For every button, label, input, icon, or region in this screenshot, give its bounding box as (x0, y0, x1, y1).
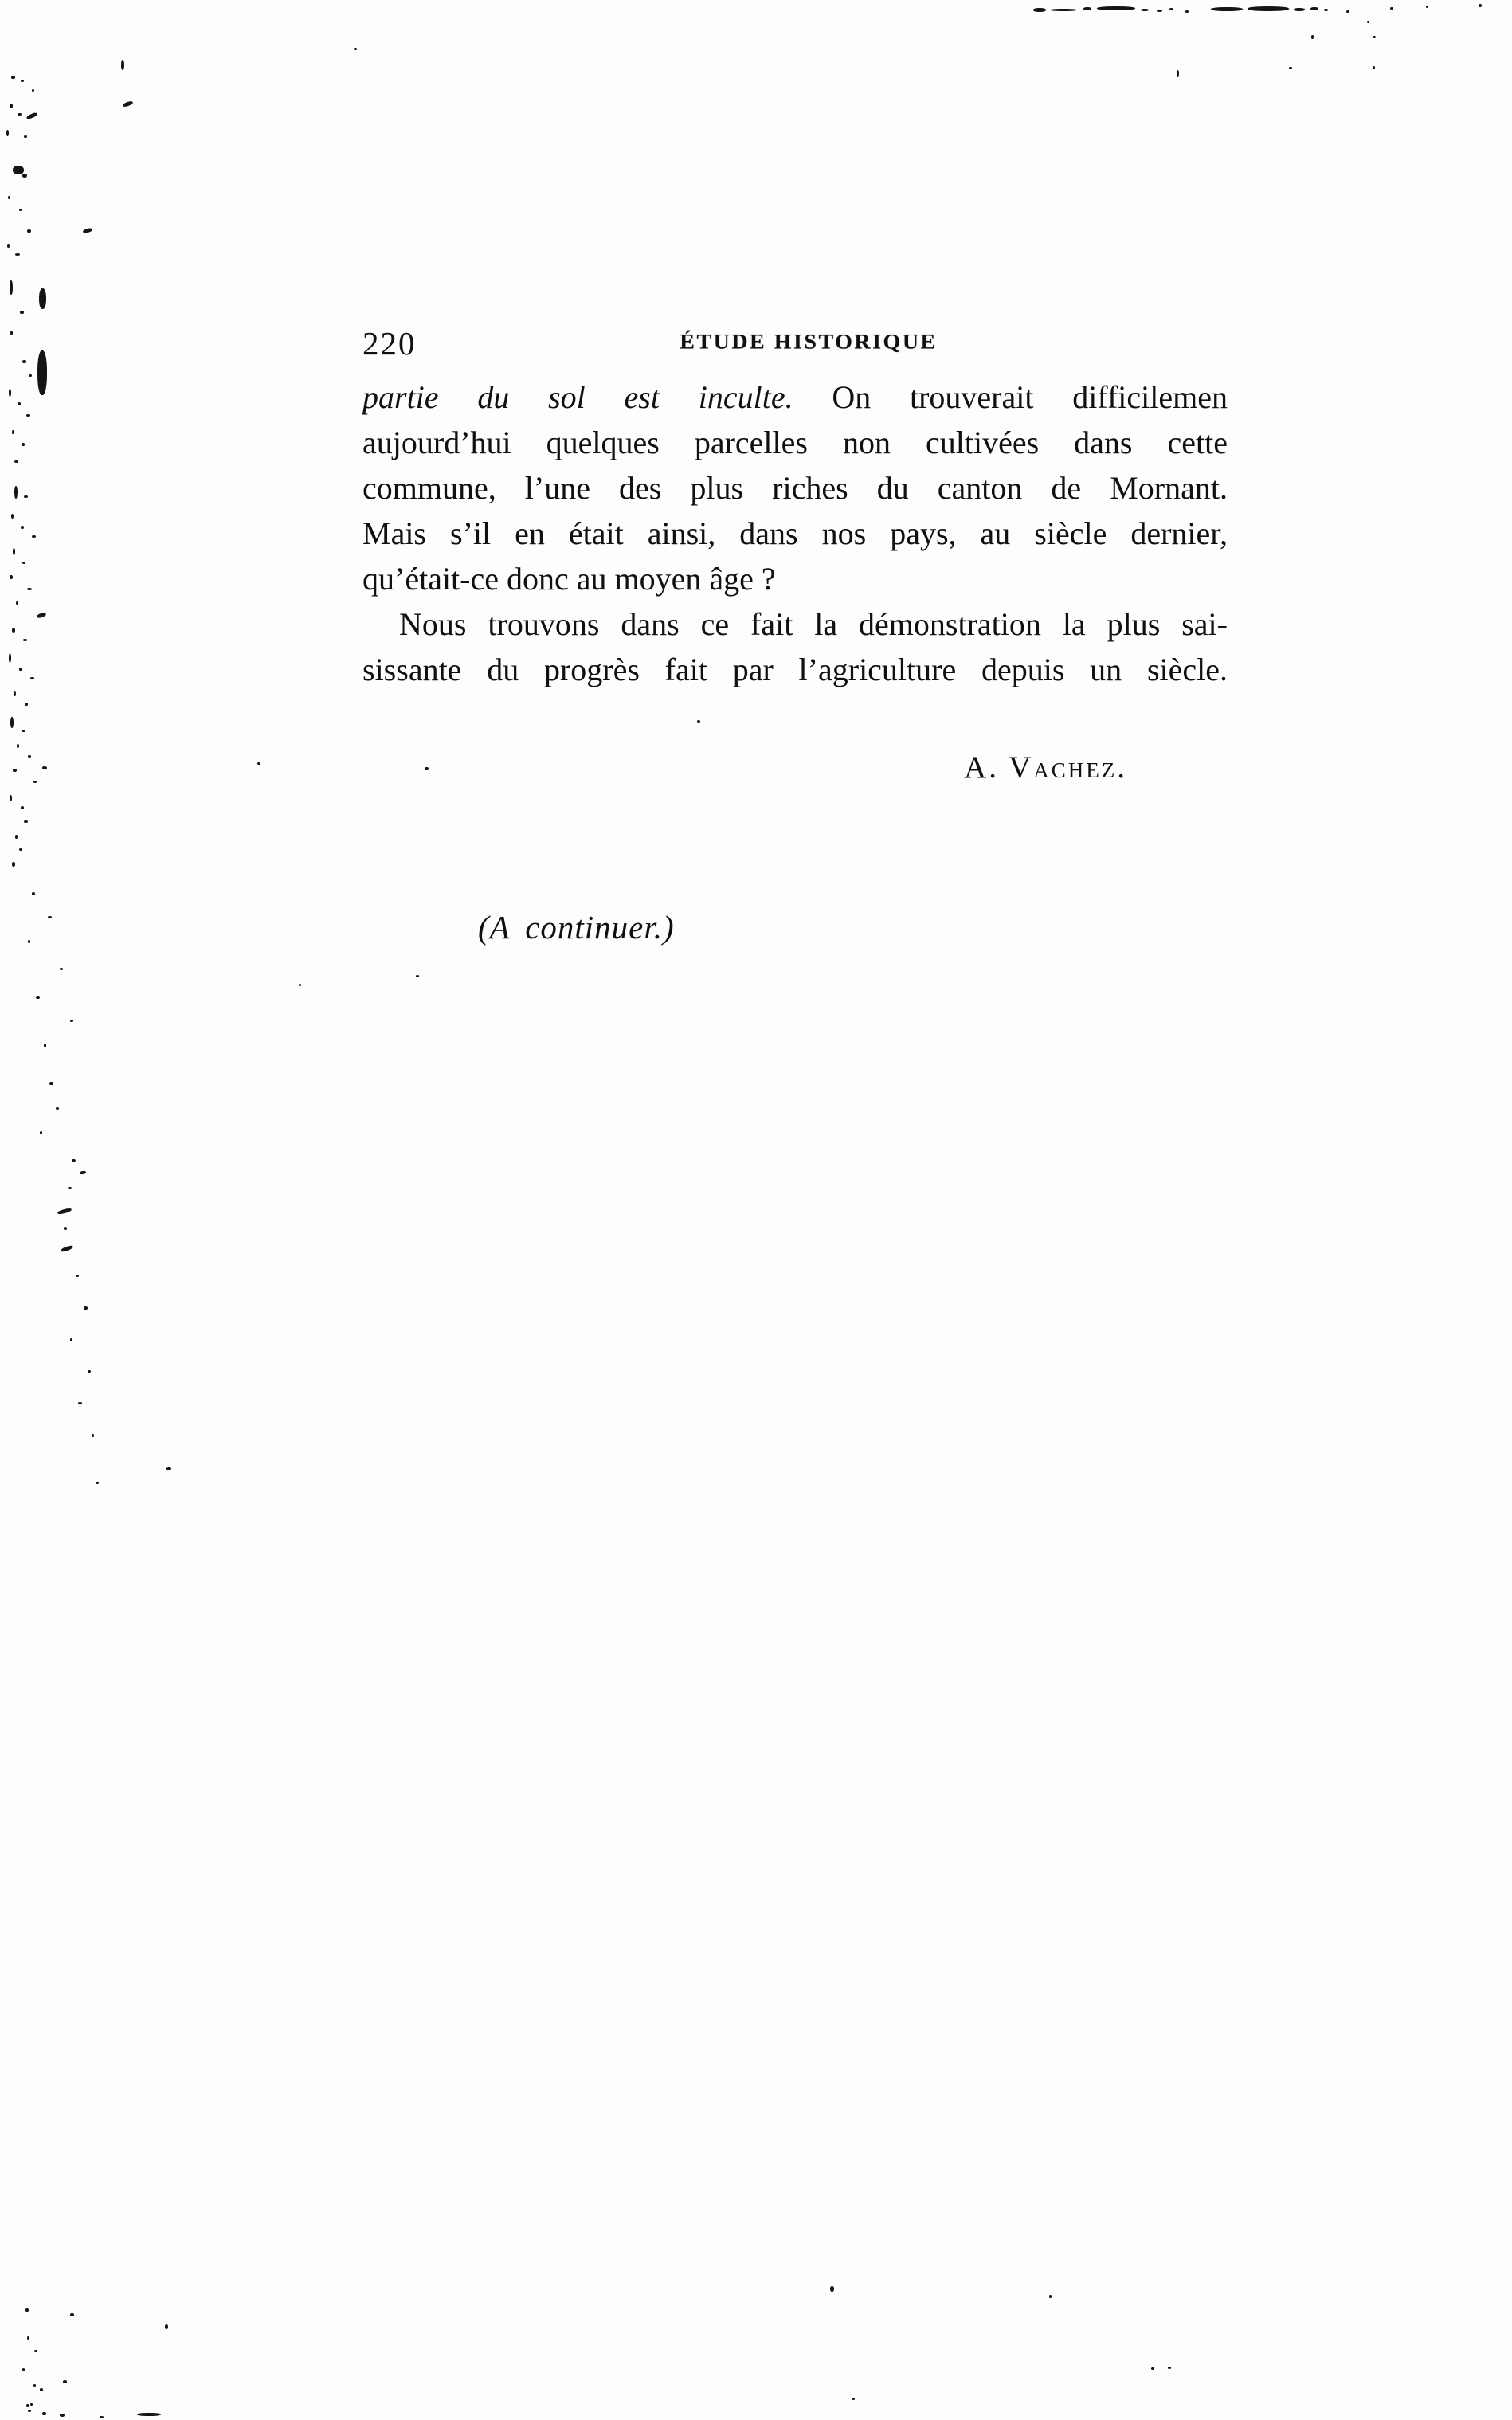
scan-speck (13, 548, 15, 555)
scan-speck (416, 975, 419, 977)
scan-speck (15, 253, 20, 256)
scan-speck (12, 862, 15, 867)
scan-speck (42, 766, 47, 769)
scan-speck (10, 717, 14, 728)
scan-speck (26, 414, 30, 417)
scan-speck (1141, 9, 1149, 11)
scan-speck (1248, 6, 1289, 11)
scan-speck (24, 135, 27, 138)
scan-speck (24, 820, 28, 823)
scan-speck (10, 575, 13, 579)
scan-speck (7, 244, 10, 248)
scan-speck (42, 2412, 46, 2415)
scan-speck (11, 76, 15, 79)
scan-speck (121, 60, 124, 70)
scan-speck (22, 443, 25, 446)
scan-speck (37, 350, 47, 395)
scan-speck (123, 100, 134, 108)
scan-speck (25, 703, 28, 706)
scan-speck (1033, 8, 1046, 12)
scan-speck (852, 2398, 855, 2400)
scan-speck (44, 1044, 46, 1047)
scan-speck (21, 806, 24, 809)
scan-speck (32, 892, 35, 895)
scan-speck (78, 1402, 82, 1404)
scan-speck (1049, 2295, 1052, 2298)
scan-speck (22, 562, 25, 564)
body-text (362, 374, 1228, 692)
scan-speck (70, 1020, 73, 1022)
scan-speck (1097, 6, 1135, 10)
scan-speck (36, 996, 40, 999)
scan-speck (48, 916, 52, 918)
scan-speck (1151, 2367, 1154, 2370)
scan-speck (1324, 9, 1328, 11)
scan-speck (39, 288, 46, 309)
scan-speck (13, 769, 17, 772)
paragraph-line: qu’était-ce donc au moyen âge ? (362, 561, 776, 597)
scan-speck (1289, 67, 1292, 69)
scan-speck (88, 1370, 91, 1373)
scan-speck (26, 112, 38, 119)
scan-speck (33, 781, 37, 783)
scan-speck (60, 968, 63, 970)
scan-speck (14, 691, 16, 696)
scan-speck (12, 430, 14, 434)
scan-speck (11, 514, 14, 519)
scan-speck (32, 89, 34, 92)
author-signature: A. Vachez. (964, 750, 1127, 785)
scan-speck (19, 668, 22, 671)
scan-speck (10, 795, 12, 801)
scan-speck (166, 1466, 172, 1470)
scan-speck (1367, 21, 1369, 23)
scan-speck (18, 402, 21, 405)
scan-speck (27, 229, 31, 233)
paragraph-line (362, 374, 1228, 420)
scan-speck (22, 2368, 25, 2371)
scan-speck (1169, 8, 1173, 10)
paragraph-line: commune, l’une des plus riches du canton de Mornant. (362, 470, 1228, 506)
scan-speck (17, 744, 19, 748)
scan-speck (14, 486, 18, 499)
scan-speck (40, 1131, 42, 1134)
scan-speck (1185, 10, 1189, 13)
scan-speck (34, 2350, 37, 2352)
scan-speck (15, 835, 18, 839)
paragraph-line-text: On trouverait difficilemen (832, 379, 1228, 415)
scan-speck (27, 2336, 29, 2340)
scan-speck (61, 1244, 74, 1252)
scan-speck (697, 720, 700, 723)
scan-speck (830, 2286, 834, 2292)
scan-speck (83, 228, 93, 234)
scan-speck (68, 1187, 72, 1189)
scan-speck (57, 1208, 72, 1215)
scan-speck (76, 1275, 79, 1277)
scan-speck (27, 588, 32, 590)
scan-speck (19, 209, 22, 211)
scan-speck (80, 1170, 87, 1174)
scan-speck (1177, 70, 1179, 77)
scan-speck (10, 104, 13, 108)
scan-speck (60, 2414, 65, 2417)
paragraph-line: Mais s’il en était ainsi, dans nos pays, au siècle dernier, (362, 515, 1228, 551)
scan-speck (22, 360, 26, 363)
scan-speck (16, 601, 18, 605)
scan-speck (1390, 7, 1393, 10)
scan-speck (96, 1482, 99, 1484)
scan-speck (70, 2313, 74, 2316)
scan-speck (28, 2410, 31, 2412)
scan-speck (13, 166, 24, 174)
scan-speck (19, 848, 22, 851)
scan-speck (6, 130, 9, 136)
scan-speck (26, 2404, 29, 2407)
scan-speck (9, 653, 11, 663)
scan-speck (165, 2324, 168, 2329)
scan-speck (22, 174, 27, 178)
scan-speck (21, 80, 24, 82)
scan-speck (22, 730, 25, 732)
scan-speck (28, 755, 31, 758)
scan-speck (70, 1338, 72, 1341)
scan-speck (1211, 7, 1243, 11)
scan-speck (12, 628, 15, 633)
scan-speck (10, 331, 13, 335)
scan-speck (1310, 7, 1318, 10)
scan-speck (1479, 4, 1482, 7)
continuation-note: (A continuer.) (478, 909, 675, 946)
scan-speck (33, 2384, 36, 2387)
scan-speck (84, 1306, 88, 1310)
scan-speck (1168, 2367, 1171, 2369)
paragraph-line: sissante du progrès fait par l’agriculture depuis un siècle. (362, 652, 1228, 687)
scan-speck (63, 2380, 67, 2383)
page-number: 220 (362, 325, 417, 362)
scan-speck (257, 762, 260, 765)
scan-speck (1157, 10, 1162, 12)
scan-speck (37, 612, 47, 618)
scan-speck (30, 2403, 33, 2406)
scan-speck (8, 196, 10, 199)
scan-speck (100, 2416, 104, 2418)
scan-speck (1373, 36, 1376, 38)
scan-speck (23, 639, 27, 641)
scan-speck (40, 2388, 43, 2391)
scan-speck (64, 1227, 67, 1230)
scan-speck (299, 984, 301, 986)
scan-speck (72, 1159, 76, 1162)
scan-speck (137, 2413, 161, 2416)
scan-speck (1294, 8, 1305, 11)
scan-speck (10, 280, 13, 295)
scan-speck (32, 535, 36, 538)
scan-speck (1311, 35, 1314, 39)
scan-speck (9, 389, 11, 397)
scan-speck (1346, 10, 1349, 13)
running-header: ÉTUDE HISTORIQUE (680, 330, 938, 354)
italic-lead-phrase: partie du sol est inculte. (362, 379, 793, 415)
scan-speck (92, 1434, 94, 1437)
paragraph-line: aujourd’hui quelques parcelles non cultivées dans cette (362, 425, 1228, 460)
scan-speck (14, 460, 18, 463)
scan-speck (18, 113, 22, 116)
page-header (362, 323, 1228, 362)
paragraph-line: Nous trouvons dans ce fait la démonstration la plus sai- (399, 606, 1228, 642)
scan-speck (49, 1082, 53, 1085)
scan-speck (1083, 7, 1091, 10)
scan-speck (354, 48, 357, 50)
scan-speck (20, 311, 24, 314)
scan-speck (28, 940, 30, 943)
scan-speck (1050, 9, 1077, 11)
scan-speck (21, 526, 24, 529)
scan-speck (30, 677, 34, 679)
scan-speck (56, 1107, 59, 1110)
scan-speck (24, 495, 28, 498)
scan-speck (1373, 66, 1375, 69)
scan-speck (29, 374, 32, 377)
scan-speck (1426, 6, 1428, 8)
scan-speck (25, 2308, 29, 2312)
